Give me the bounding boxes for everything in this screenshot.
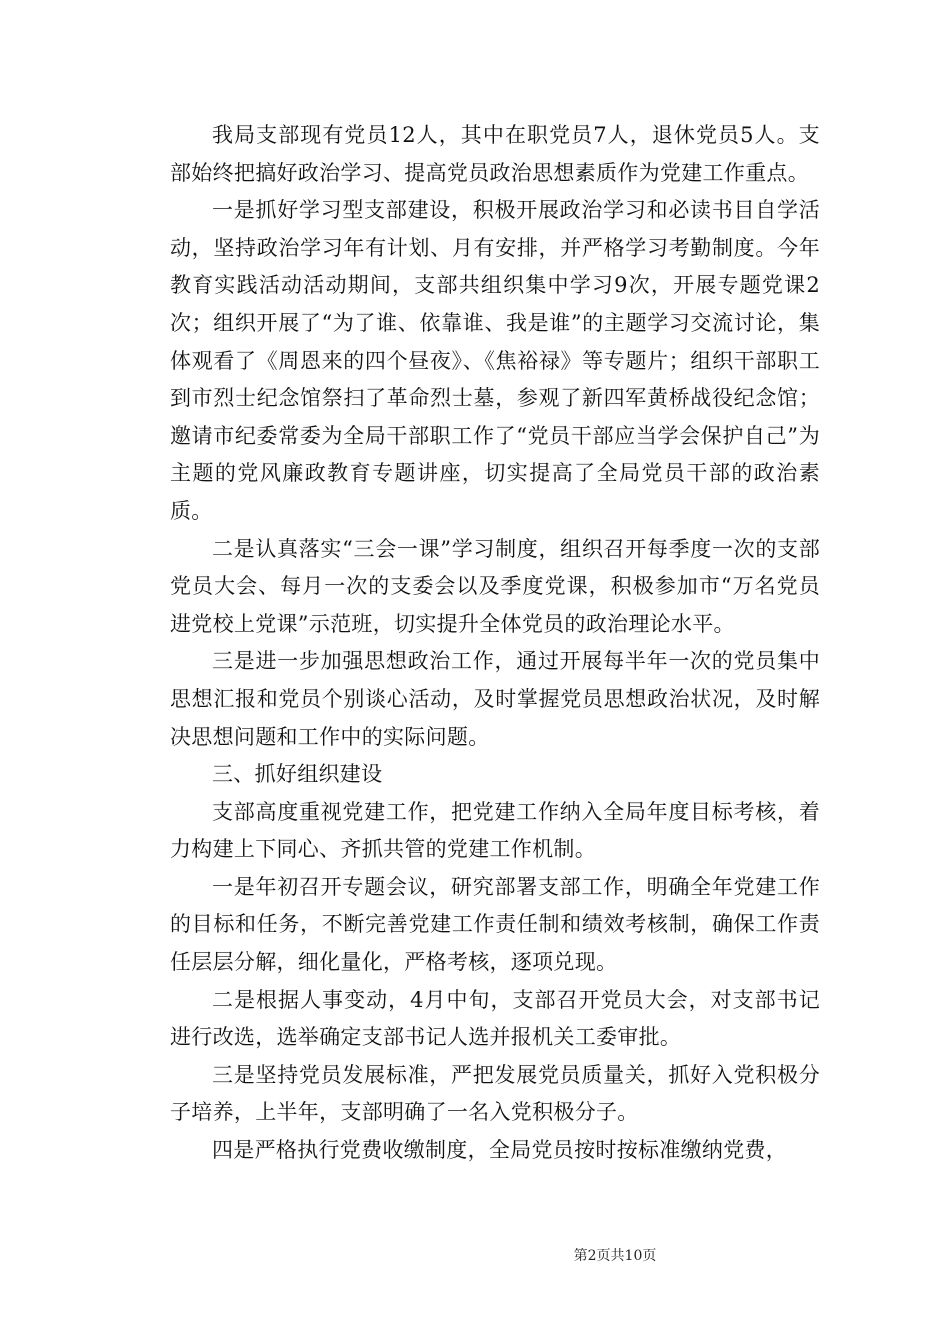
paragraph-organization-intro: 支部高度重视党建工作，把党建工作纳入全局年度目标考核，着力构建上下同心、齐抓共管的党建工作机制。 [170, 799, 820, 862]
paragraph-personnel-change: 二是根据人事变动，4月中旬，支部召开党员大会，对支部书记进行改选，选举确定支部书记人选并报机关工委审批。 [170, 987, 820, 1050]
paragraph-party-dues: 四是严格执行党费收缴制度，全局党员按时按标准缴纳党费， [212, 1138, 788, 1163]
document-body [170, 117, 820, 1170]
paragraph-annual-meeting: 一是年初召开专题会议，研究部署支部工作，明确全年党建工作的目标和任务，不断完善党建工作责任制和绩效考核制，确保工作责任层层分解，细化量化，严格考核，逐项兑现。 [170, 874, 820, 975]
page-number-footer: 第2页共10页 [573, 1248, 657, 1264]
section-heading-organization: 三、抓好组织建设 [212, 762, 383, 787]
paragraph-study-branch: 一是抓好学习型支部建设，积极开展政治学习和必读书目自学活动，坚持政治学习年有计划、月有安排，并严格学习考勤制度。今年教育实践活动活动期间，支部共组织集中学习9次，开展专题党课2次；组织开展了“为了谁、依靠谁、我是谁”的主题学习交流讨论，集体观看了《周恩来的四个昼夜》、《焦裕禄》等专题片；组织干部职工到市烈士纪念馆祭扫了革命烈士墓，参观了新四军黄桥战役纪念馆；邀请市纪委常委为全局干部职工作了“党员干部应当学会保护自己”为主题的党风廉政教育专题讲座，切实提高了全局党员干部的政治素质。 [170, 198, 820, 523]
paragraph-three-meetings: 二是认真落实“三会一课”学习制度，组织召开每季度一次的支部党员大会、每月一次的支委会以及季度党课，积极参加市“万名党员进党校上党课”示范班，切实提升全体党员的政治理论水平。 [170, 536, 820, 636]
paragraph-party-members: 我局支部现有党员12人，其中在职党员7人，退休党员5人。支部始终把搞好政治学习、提高党员政治思想素质作为党建工作重点。 [170, 123, 820, 185]
paragraph-member-development: 三是坚持党员发展标准，严把发展党员质量关，抓好入党积极分子培养，上半年，支部明确了一名入党积极分子。 [170, 1062, 820, 1125]
paragraph-ideological-work: 三是进一步加强思想政治工作，通过开展每半年一次的党员集中思想汇报和党员个别谈心活动，及时掌握党员思想政治状况，及时解决思想问题和工作中的实际问题。 [170, 649, 820, 749]
